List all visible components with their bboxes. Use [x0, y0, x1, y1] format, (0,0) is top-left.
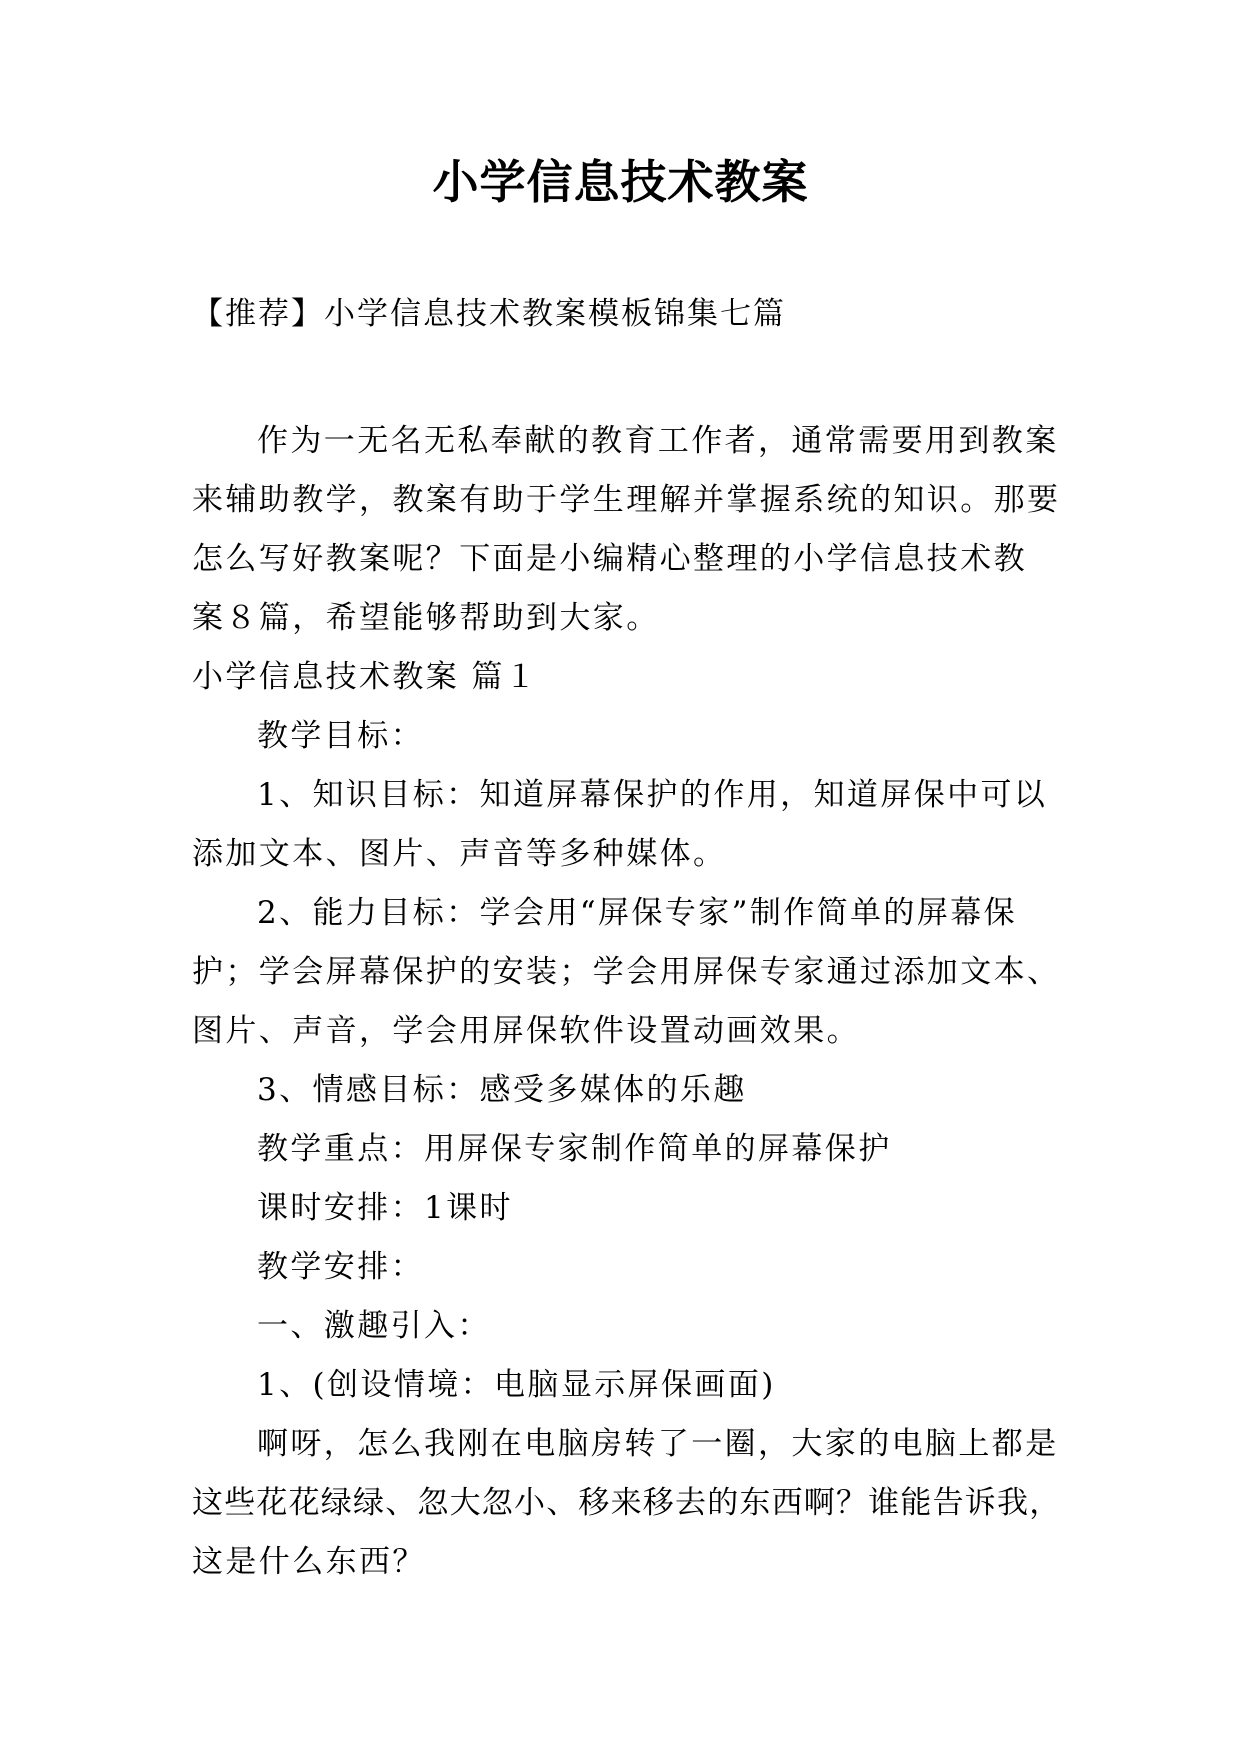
paragraph-line: 这些花花绿绿、忽大忽小、移来移去的东西啊？谁能告诉我，	[192, 1485, 1062, 1521]
paragraph-line: 图片、声音，学会用屏保软件设置动画效果。	[192, 1013, 860, 1049]
paragraph-line: 怎么写好教案呢？下面是小编精心整理的小学信息技术教	[192, 541, 1027, 577]
paragraph-line: 一、激趣引入：	[257, 1308, 491, 1344]
paragraph-line: 3、情感目标：感受多媒体的乐趣	[257, 1072, 747, 1108]
paragraph-line: 啊呀，怎么我刚在电脑房转了一圈，大家的电脑上都是	[257, 1426, 1059, 1462]
paragraph-line: 护；学会屏幕保护的安装；学会用屏保专家通过添加文本、	[192, 954, 1061, 990]
paragraph-line: 课时安排：1课时	[257, 1190, 513, 1226]
paragraph-line: 2、能力目标：学会用“屏保专家”制作简单的屏幕保	[257, 895, 1018, 931]
paragraph-line: 教学目标：	[257, 718, 424, 754]
paragraph-line: 来辅助教学，教案有助于学生理解并掌握系统的知识。那要	[192, 482, 1061, 518]
section-heading: 小学信息技术教案 篇１	[192, 659, 539, 695]
paragraph-line: 案８篇，希望能够帮助到大家。	[192, 600, 660, 636]
paragraph-line: 添加文本、图片、声音等多种媒体。	[192, 836, 727, 872]
paragraph-line: 这是什么东西？	[192, 1544, 426, 1580]
paragraph-line: 1、知识目标：知道屏幕保护的作用，知道屏保中可以	[257, 777, 1048, 813]
paragraph-line: 教学安排：	[257, 1249, 424, 1285]
document-body	[192, 412, 1072, 1592]
document-subtitle: 【推荐】小学信息技术教案模板锦集七篇	[192, 296, 786, 332]
paragraph-line: 教学重点：用屏保专家制作简单的屏幕保护	[257, 1131, 892, 1167]
paragraph-line: 1、(创设情境：电脑显示屏保画面)	[257, 1367, 776, 1403]
document-title: 小学信息技术教案	[432, 155, 809, 209]
paragraph-line: 作为一无名无私奉献的教育工作者，通常需要用到教案	[257, 423, 1059, 459]
